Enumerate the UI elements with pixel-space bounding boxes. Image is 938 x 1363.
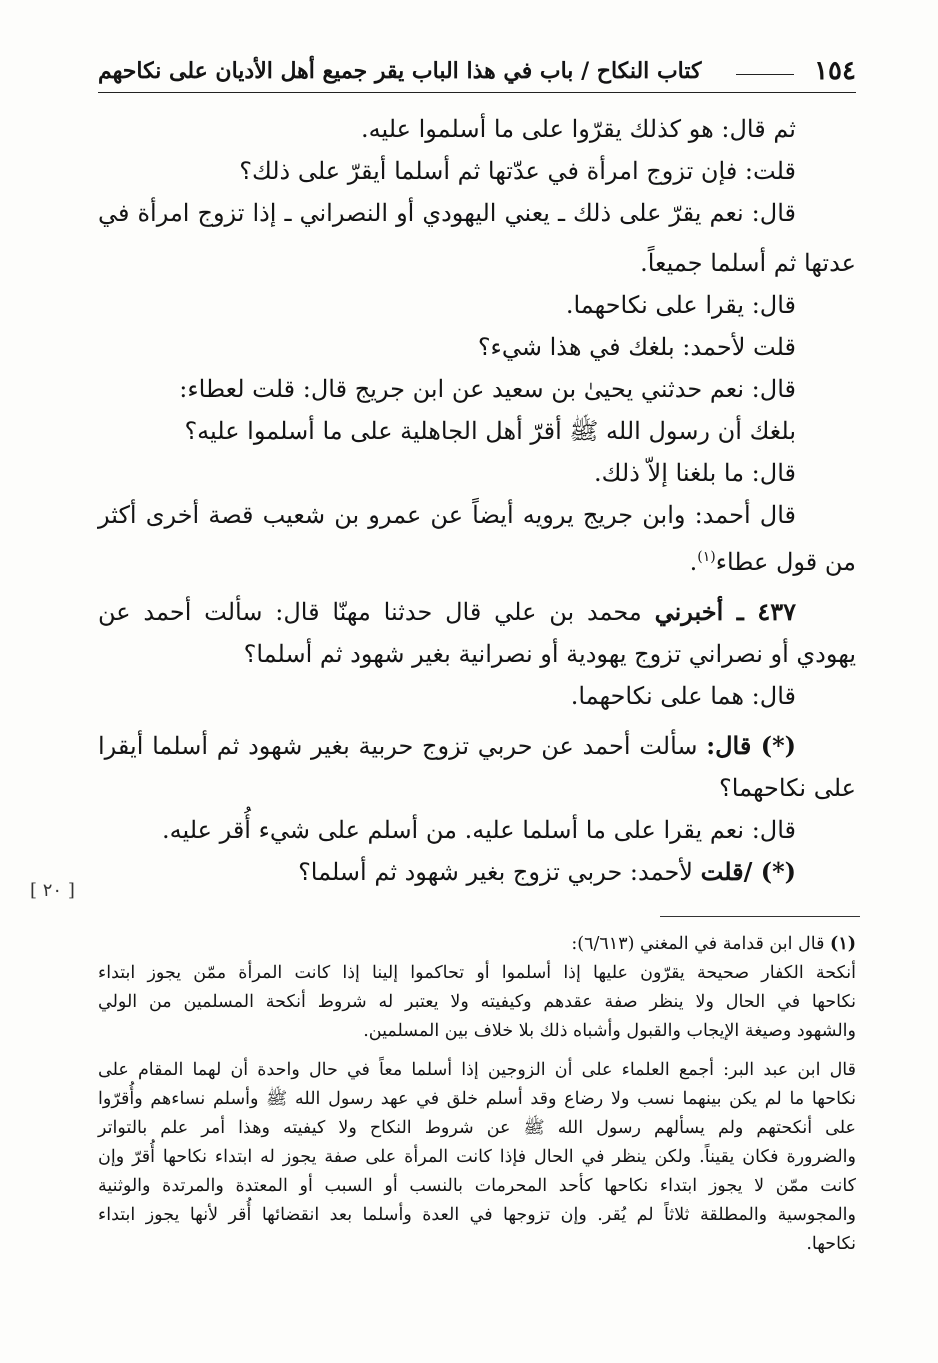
text-segment: لأحمد: حربي تزوج بغير شهود ثم أسلما؟ bbox=[298, 858, 701, 886]
footnote-line: أنكحة الكفار صحيحة يقرّون عليها إذا أسلموا أو تحاكموا إلينا إذا كانت المرأة ممّن يجوز ابتداء bbox=[98, 963, 856, 983]
page-number: ١٥٤ bbox=[814, 56, 856, 86]
manuscript-folio-marker: [ ٢٠ ] bbox=[30, 880, 75, 901]
main-text bbox=[98, 108, 856, 893]
text-segment: سألت أحمد عن حربي تزوج حربية بغير شهود ثم أسلما أيقرا bbox=[98, 732, 707, 760]
footnote-line bbox=[98, 930, 856, 959]
text-line: قال: ما بلغنا إلاّ ذلك. bbox=[594, 459, 796, 487]
text-line bbox=[98, 725, 856, 767]
text-line: يهودي أو نصراني تزوج يهودية أو نصرانية بغير شهود ثم أسلما؟ bbox=[243, 640, 856, 668]
footnote-ref: (١) bbox=[697, 549, 716, 565]
footnote-line: على أنكحتهم ولم يسألهم رسول الله ﷺ عن شروط النكاح ولا كيفيته وهذا أمر علم بالتواتر bbox=[98, 1118, 856, 1138]
text-line bbox=[98, 591, 856, 633]
footnote-line: والشهود وصيغة الإيجاب والقبول وأشباه ذلك بلا خلاف بين المسلمين. bbox=[363, 1021, 856, 1041]
footnote-line: قال ابن عبد البر: أجمع العلماء على أن الزوجين إذا أسلما معاً في حال واحدة أن لهما المقام على bbox=[98, 1060, 856, 1080]
text-line: قال: نعم حدثني يحيىٰ بن سعيد عن ابن جريج قال: قلت لعطاء: bbox=[179, 375, 796, 403]
text-line: قلت: فإن تزوج امرأة في عدّتها ثم أسلما أيقرّ على ذلك؟ bbox=[239, 157, 796, 185]
text-line: عدتها ثم أسلما جميعاً. bbox=[640, 249, 856, 277]
footnote-line: نكاحها. bbox=[806, 1234, 856, 1254]
footnote-number: (١) bbox=[830, 934, 856, 954]
hadith-number: ٤٣٧ ـ أخبرني bbox=[654, 597, 796, 626]
text-segment: من قول عطاء bbox=[715, 548, 856, 576]
text-line: قال أحمد: وابن جريج يرويه أيضاً عن عمرو بن شعيب قصة أخرى أكثر bbox=[98, 501, 796, 529]
footnotes bbox=[98, 930, 856, 1259]
text-segment: محمد بن علي قال حدثنا مهنّا قال: سألت أحمد عن bbox=[98, 598, 655, 626]
page-header bbox=[98, 52, 856, 93]
text-line: قال: يقرا على نكاحهما. bbox=[565, 291, 796, 319]
text-line: قال: هما على نكاحهما. bbox=[570, 682, 796, 710]
footnote-line: والمجوسية والمطلقة ثلاثاً لم يُقر. وإن تزوجها في العدة وأسلما بعد انقضائها أُقر لأنها يجوز ابتداء bbox=[98, 1205, 856, 1225]
text-line: بلغك أن رسول الله ﷺ أقرّ أهل الجاهلية على ما أسلموا عليه؟ bbox=[184, 417, 796, 445]
running-title: كتاب النكاح / باب في هذا الباب يقر جميع أهل الأديان على نكاحهم bbox=[98, 58, 702, 84]
text-line: قلت لأحمد: بلغك في هذا شيء؟ bbox=[477, 333, 796, 361]
text-line: ثم قال: هو كذلك يقرّوا على ما أسلموا عليه. bbox=[360, 115, 796, 143]
text-line: قال: نعم يقرّ على ذلك ـ يعني اليهودي أو النصراني ـ إذا تزوج امرأة في bbox=[98, 199, 796, 227]
footnote-line: نكاحها ما لم يكن بينهما نسب ولا رضاع وقد أسلم خلق في عهد رسول الله ﷺ وأسلم نساءهم وأُقرّوا bbox=[98, 1089, 856, 1109]
header-dash bbox=[736, 74, 794, 75]
footnote-line: كانت ممّن لا يجوز ابتداء نكاحها كأحد المحرمات بالنسب أو السبب أو المعتدة والمرتدة والوثنية bbox=[98, 1176, 856, 1196]
text-line: على نكاحهما؟ bbox=[719, 774, 856, 802]
section-marker: (*) /قلت bbox=[700, 857, 796, 886]
text-segment: قال ابن قدامة في المغني (٦/٦١٣): bbox=[571, 934, 831, 954]
footnote-line: نكاحها في الحال ولا ينظر صفة عقدهم وكيفيته ولا يعتبر له شروط أنكحة المسلمين من الولي bbox=[98, 992, 856, 1012]
text-line bbox=[98, 851, 856, 893]
footnote-separator bbox=[660, 916, 860, 917]
text-segment: . bbox=[689, 548, 698, 576]
footnote-line: والضرورة فكان يقيناً. ولكن ينظر في الحال فإذا كانت المرأة على صفة يجوز له ابتداء نكاحها أُقرّ وإن bbox=[98, 1147, 856, 1167]
section-marker: (*) قال: bbox=[706, 731, 796, 760]
text-line: قال: نعم يقرا على ما أسلما عليه. من أسلم على شيء أُقر عليه. bbox=[161, 816, 796, 844]
text-line bbox=[98, 536, 856, 583]
